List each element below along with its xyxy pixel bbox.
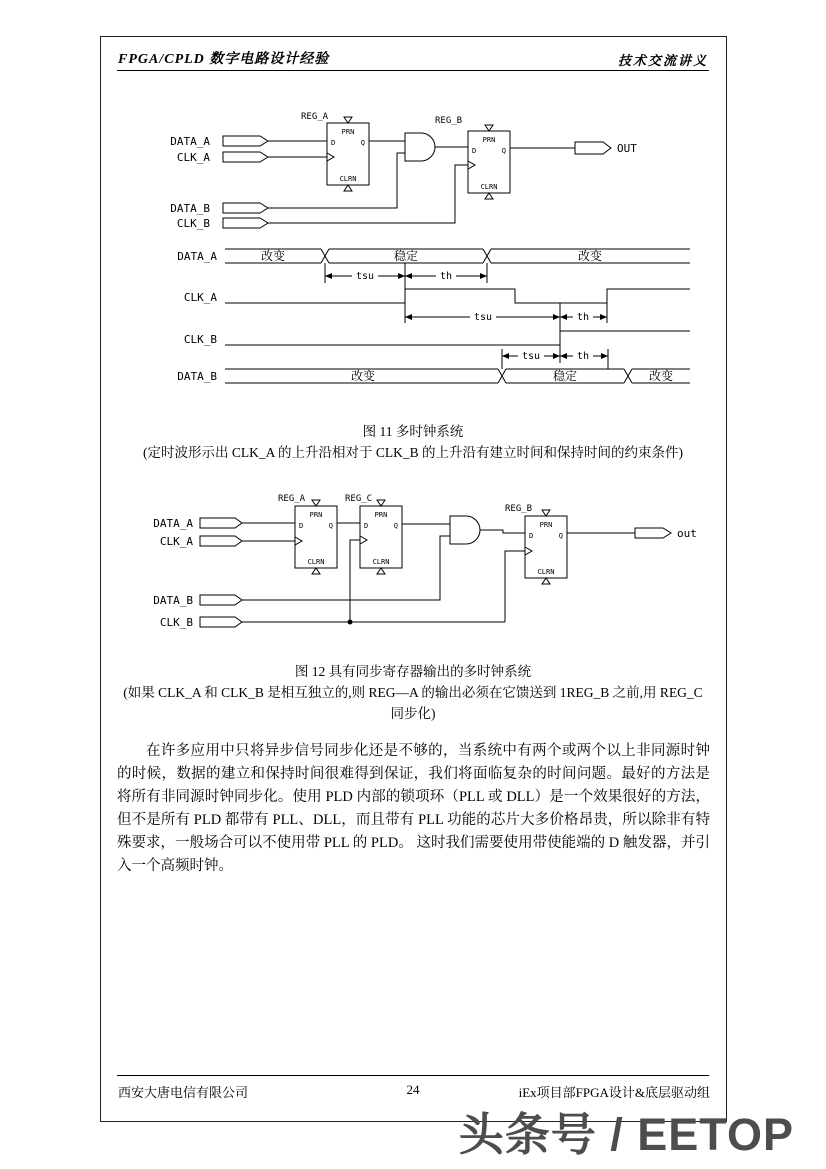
figure11-note: (定时波形示出 CLK_A 的上升沿相对于 CLK_B 的上升沿有建立时间和保持时间的约束条件) (143, 445, 683, 460)
prn-pin-label: PRN (374, 511, 388, 519)
reg-label: REG_B (435, 116, 463, 126)
signal-label: CLK_B (159, 616, 193, 629)
timing-annotation-row3 (502, 349, 608, 362)
bus-state-label: 稳定 (552, 369, 578, 383)
figure11-caption: 图 11 多时钟系统 (362, 424, 464, 439)
header-title: FPGA/CPLD 数字电路设计经验 (118, 52, 330, 67)
bus-state-label: 稳定 (393, 249, 419, 263)
bus-state-label: 改变 (260, 249, 286, 263)
signal-label: DATA_B (170, 202, 210, 215)
clrn-pin-label: CLRN (339, 175, 357, 183)
q-pin-label: Q (328, 522, 333, 530)
q-pin-label: Q (360, 139, 365, 147)
timing-bus-data-a (225, 248, 690, 263)
figure11-timing-diagram (105, 243, 725, 393)
tsu-label: tsu (355, 271, 375, 282)
figure12-note-line1: (如果 CLK_A 和 CLK_B 是相互独立的,则 REG—A 的输出必须在它馈送到 1REG_B 之前,用 REG_C (123, 685, 703, 700)
d-pin-label: D (472, 147, 477, 155)
wires (242, 523, 635, 625)
footer-group: iEx项目部FPGA设计&底层驱动组 (518, 1085, 710, 1100)
bus-state-label: 改变 (577, 249, 603, 263)
timing-annotation-row2 (405, 310, 607, 323)
clrn-pin-label: CLRN (537, 568, 555, 576)
timing-wave-clk-a (225, 289, 690, 303)
wire-junction-dot (348, 620, 353, 625)
input-port-data-b (170, 202, 268, 215)
figure12-caption: 图 12 具有同步寄存器输出的多时钟系统 (294, 664, 532, 679)
input-port-clk-a (160, 535, 242, 548)
prn-pin-label: PRN (309, 511, 323, 519)
reg-label: REG_A (278, 494, 306, 504)
timing-row-labels (177, 250, 217, 383)
input-port-clk-b (160, 616, 242, 629)
signal-label: DATA_A (153, 517, 193, 530)
timing-wave-clk-b (225, 331, 690, 345)
row-label: CLK_B (183, 333, 217, 346)
d-pin-label: D (331, 139, 336, 147)
prn-pin-label: PRN (482, 136, 496, 144)
bus-state-label: 改变 (350, 369, 376, 383)
flipflop-reg-c (345, 494, 402, 574)
signal-label: out (677, 527, 697, 540)
d-pin-label: D (299, 522, 304, 530)
figure12-note (100, 682, 726, 724)
watermark-text: 头条号 / EETOP (458, 1109, 794, 1160)
prn-pin-label: PRN (539, 521, 553, 529)
wires (268, 141, 575, 223)
th-label: th (576, 312, 590, 323)
timing-bus-data-b (225, 368, 690, 383)
bus-state-label: 改变 (648, 369, 674, 383)
output-port-out (575, 142, 637, 155)
flipflop-reg-b (505, 504, 567, 584)
row-label: CLK_A (183, 291, 217, 304)
signal-label: DATA_A (170, 135, 210, 148)
and-gate (405, 133, 435, 161)
figure11-circuit-diagram (105, 105, 725, 245)
input-port-clk-b (177, 217, 268, 230)
footer-company: 西安大唐电信有限公司 (118, 1085, 249, 1100)
input-port-clk-a (177, 151, 268, 164)
signal-label: OUT (617, 142, 637, 155)
row-label: DATA_B (177, 370, 217, 383)
reg-label: REG_B (505, 504, 533, 514)
signal-label: DATA_B (153, 594, 193, 607)
figure12-note-line2: 同步化) (390, 706, 436, 721)
input-port-data-b (153, 594, 242, 607)
prn-pin-label: PRN (341, 128, 355, 136)
reg-label: REG_C (345, 494, 373, 504)
and-gate (450, 516, 480, 544)
signal-label: CLK_A (176, 151, 210, 164)
input-port-data-a (153, 517, 242, 530)
flipflop-reg-b (435, 116, 510, 199)
q-pin-label: Q (393, 522, 398, 530)
signal-label: CLK_A (159, 535, 193, 548)
clrn-pin-label: CLRN (480, 183, 498, 191)
flipflop-reg-a (301, 112, 369, 191)
d-pin-label: D (529, 532, 534, 540)
q-pin-label: Q (501, 147, 506, 155)
signal-label: CLK_B (176, 217, 210, 230)
timing-annotation-row1 (325, 269, 487, 282)
header-subtitle: 技术交流讲义 (617, 53, 708, 68)
footer-page-number: 24 (406, 1082, 420, 1097)
figure12-circuit-diagram (105, 488, 725, 640)
clrn-pin-label: CLRN (307, 558, 325, 566)
clrn-pin-label: CLRN (372, 558, 390, 566)
header-rule (117, 70, 709, 71)
tsu-label: tsu (473, 312, 493, 323)
output-port-out (635, 527, 697, 540)
th-label: th (576, 351, 590, 362)
input-port-data-a (170, 135, 268, 148)
q-pin-label: Q (558, 532, 563, 540)
th-label: th (439, 271, 453, 282)
reg-label: REG_A (301, 112, 329, 122)
d-pin-label: D (364, 522, 369, 530)
body-paragraph: 在许多应用中只将异步信号同步化还是不够的，当系统中有两个或两个以上非同源时钟的时候，数据的建立和保持时间很难得到保证，我们将面临复杂的时间问题。最好的方法是将所有非同源时钟同步化。使用 PLD 内部的锁项环（PLL 或 DLL）是一个效果很好的方法，但不是所有 PLD 都带有 PLL、DLL，而且带有 PLL 功能的芯片大多价格昂贵，所以除非有特殊要求，一般场合可以不使用带 PLL 的 PLD。 这时我们需要使用带使能端的 D 触发器，并引入一个高频时钟。 (117, 743, 710, 874)
row-label: DATA_A (177, 250, 217, 263)
footer-rule (117, 1075, 709, 1076)
flipflop-reg-a (278, 494, 337, 574)
tsu-label: tsu (521, 351, 541, 362)
